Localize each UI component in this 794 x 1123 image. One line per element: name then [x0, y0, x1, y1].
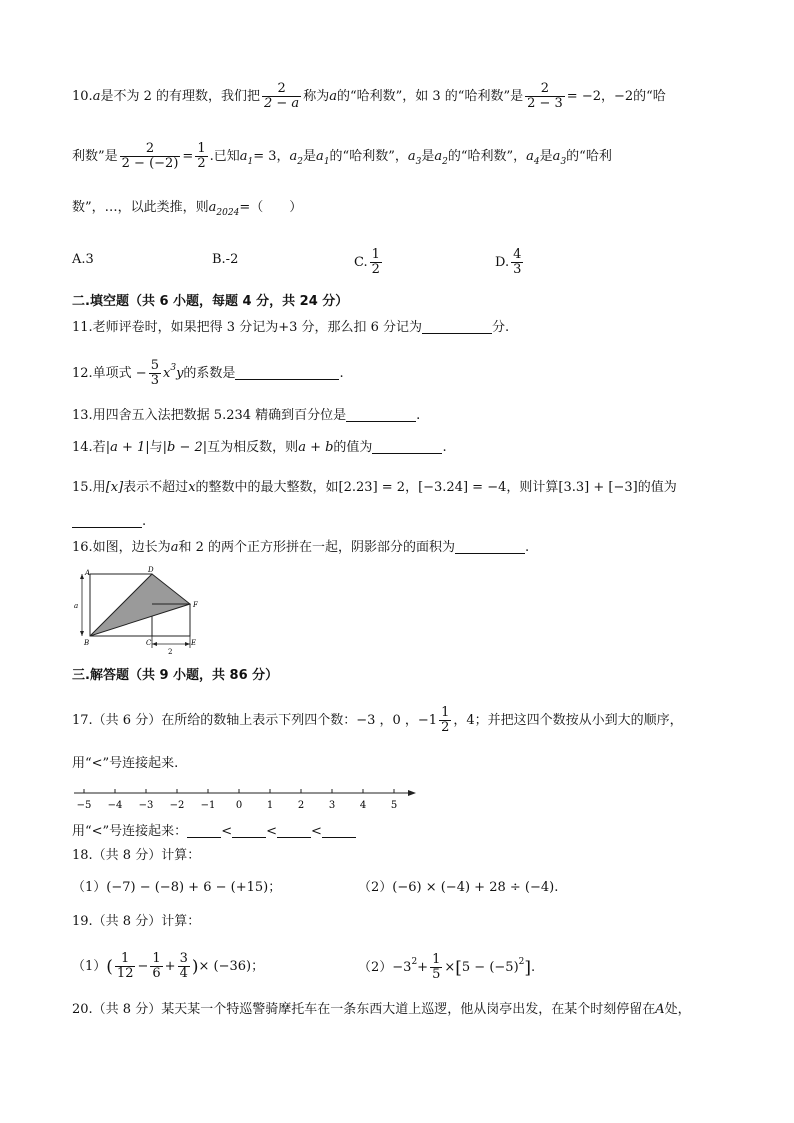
sum-expr: a + b [298, 440, 334, 455]
q16-figure [70, 566, 210, 658]
q10-number: 10. [72, 89, 93, 104]
number-line-tick-label: −1 [200, 800, 216, 811]
fraction [262, 82, 301, 111]
denominator: 2 − (−2) [121, 156, 179, 171]
q20-text: 20.（共 8 分）某天某一个特巡警骑摩托车在一条东西大道上巡逻，他从岗亭出发，在某个时刻停留在 [72, 1002, 656, 1017]
floor-calc: [3.3] + [−3] [558, 480, 638, 495]
q17-line1 [72, 706, 683, 735]
numerator: 3 [179, 951, 188, 966]
q17-blank-2[interactable] [232, 823, 266, 838]
q17-line3 [72, 822, 356, 842]
shaded-triangle [90, 574, 190, 636]
q10-line2 [72, 142, 612, 172]
label-F: F [193, 601, 198, 609]
q11-answer-blank[interactable] [422, 319, 492, 334]
q10-text: .已知 [209, 149, 240, 164]
plus: + [417, 960, 429, 975]
var-a2024: $a_{2024}$ [208, 200, 240, 218]
numerator: 1 [115, 952, 136, 967]
section-3-heading: 三.解答题（共 9 小题，共 86 分） [72, 668, 279, 683]
q10-text: = −2，−2的“哈 [566, 89, 666, 104]
numerator: 2 [525, 82, 565, 97]
q13-text: 13.用四舍五入法把数据 5.234 精确到百分位是 [72, 408, 347, 423]
floor-examples: [2.23] = 2，[−3.24] = −4 [338, 480, 507, 495]
q15-text: . [142, 514, 147, 529]
exponent: 2 [411, 957, 418, 967]
minus: − [137, 959, 149, 974]
q19: 19.（共 8 分）计算： [72, 914, 201, 929]
equals: = [182, 149, 194, 164]
number-line [70, 784, 420, 814]
q15-text: ，则计算 [506, 480, 559, 495]
exponent: 2 [518, 957, 525, 967]
fraction [120, 142, 181, 171]
number-line-tick-label: −3 [138, 800, 154, 811]
point-A: A [655, 1002, 665, 1017]
paren-open: ( [106, 957, 113, 977]
q20 [72, 1000, 691, 1020]
fraction [511, 248, 523, 277]
denominator: 2 [441, 720, 450, 735]
q18: 18.（共 8 分）计算： [72, 848, 201, 863]
option-c[interactable] [354, 248, 384, 277]
q10-line1 [72, 82, 666, 111]
denominator: 4 [179, 966, 188, 981]
numerator: 5 [150, 358, 159, 373]
q10-text: 的“哈利数”，如 3 的“哈利数”是 [336, 89, 524, 104]
q10-text: 的“哈利数”， [447, 149, 527, 164]
var-a1: $a_1$ [316, 149, 330, 167]
q19-sub2 [358, 952, 535, 982]
numerator: 2 [262, 82, 301, 97]
number-line-tick-label: 4 [359, 800, 367, 811]
var-a1: $a_1$ [239, 149, 254, 167]
number-line-tick-label: 0 [235, 800, 243, 811]
fraction [115, 952, 136, 981]
fraction [430, 953, 442, 982]
q10-text: 的“哈利数”， [329, 149, 408, 164]
q10-text: =（ ） [239, 200, 303, 215]
option-d[interactable] [495, 248, 525, 277]
q16 [72, 538, 529, 558]
numerator: 1 [441, 705, 450, 720]
q12-text: 的系数是 [183, 366, 236, 381]
q10-text: 利数”是 [72, 149, 118, 164]
var-a: a [329, 89, 337, 104]
option-c-label: C. [354, 255, 368, 270]
bracket-expr: 5 − (−5) [461, 960, 519, 975]
q17-text: 用“<”号连接起来： [72, 824, 188, 839]
q19-text: （2）−3 [358, 960, 412, 975]
fraction [178, 952, 190, 981]
arrow-left [152, 642, 157, 646]
var-a: a [170, 540, 179, 555]
q15-line2 [72, 512, 146, 532]
q14-text: 的值为 [333, 440, 373, 455]
var-x: x [188, 480, 196, 495]
number-line-tick-label: −2 [169, 800, 185, 811]
q14-text: 14.若 [72, 440, 106, 455]
option-b[interactable] [212, 250, 238, 270]
q15-text: 15.用 [72, 480, 106, 495]
option-a-label: A.3 [72, 252, 94, 267]
monomial-vars: $x^3y$ [162, 363, 184, 381]
fraction [150, 952, 162, 981]
q13-answer-blank[interactable] [346, 407, 416, 422]
var-a3: $a_3$ [407, 149, 422, 167]
q10-line3 [72, 198, 302, 223]
label-a: a [74, 602, 79, 610]
label-A: A [85, 569, 91, 577]
label-C: C [146, 639, 152, 647]
number-line-arrow [408, 790, 416, 796]
q17-text: 17.（共 6 分）在所给的数轴上表示下列四个数：−3 ，0 ，−1 [72, 713, 438, 728]
q12 [72, 358, 344, 388]
label-D: D [148, 566, 154, 574]
section-2-heading: 二.填空题（共 6 小题，每题 4 分，共 24 分） [72, 294, 349, 309]
bracket-open: [ [455, 958, 462, 978]
denominator: 2 − a [264, 96, 300, 111]
q12-text: . [339, 366, 344, 381]
q11 [72, 318, 509, 338]
fraction [149, 359, 161, 388]
q12-answer-blank[interactable] [235, 365, 339, 380]
q16-text: 和 2 的两个正方形拼在一起，阴影部分的面积为 [178, 540, 455, 555]
q10-text: 是 [539, 149, 553, 164]
q17-blank-3[interactable] [277, 823, 311, 838]
q17-blank-4[interactable] [322, 823, 356, 838]
q10-text: = 3， [253, 149, 290, 164]
q10-text: 称为 [303, 89, 330, 104]
q16-text: . [525, 540, 530, 555]
label-E: E [191, 639, 197, 647]
q10-text: 是 [303, 149, 317, 164]
q11-text: 分. [492, 320, 510, 335]
q15 [72, 478, 677, 498]
less-than: < [311, 824, 322, 839]
abs-expr: |a + 1| [105, 440, 150, 455]
q10-text: 是 [421, 149, 435, 164]
denominator: 2 [371, 262, 380, 277]
numerator: 1 [197, 141, 206, 156]
var-a: a [92, 89, 101, 104]
q14-text: 互为相反数，则 [207, 440, 299, 455]
fraction [439, 706, 451, 735]
q10-text: 数”，…，以此类推，则 [72, 200, 209, 215]
q14-text: . [442, 440, 447, 455]
denominator: 3 [150, 373, 159, 388]
var-a4: $a_4$ [526, 149, 540, 167]
plus: + [164, 959, 176, 974]
abs-expr: |b − 2| [162, 440, 208, 455]
option-d-label: D. [495, 255, 510, 270]
var-a2: $a_2$ [434, 149, 448, 167]
numerator: 1 [432, 952, 441, 967]
q14 [72, 438, 447, 458]
q10-text: 的“哈利 [566, 149, 612, 164]
q10-text: 是不为 2 的有理数，我们把 [100, 89, 260, 104]
number-line-tick-label: 5 [390, 800, 398, 811]
denominator: 5 [432, 967, 441, 982]
numerator: 2 [120, 142, 181, 157]
arrow-right [185, 642, 190, 646]
number-line-tick-label: −4 [107, 800, 123, 811]
numerator: 1 [371, 247, 380, 262]
option-b-label: B.-2 [212, 252, 239, 267]
numerator: 1 [152, 951, 161, 966]
q19-text: （1） [72, 959, 107, 974]
number-line-tick-label: 2 [297, 800, 305, 811]
q11-text: 11.老师评卷时，如果把得 3 分记为+3 分，那么扣 6 分记为 [72, 320, 423, 335]
less-than: < [266, 824, 277, 839]
number-line-tick-label: 3 [328, 800, 336, 811]
var-a2: $a_2$ [289, 149, 304, 167]
q13-text: . [416, 408, 421, 423]
var-a3: $a_3$ [552, 149, 567, 167]
q12-text: 12.单项式 − [72, 366, 147, 381]
q15-text: 的整数中的最大整数，如 [195, 480, 339, 495]
label-2: 2 [168, 648, 173, 656]
q17-blank-1[interactable] [187, 823, 221, 838]
label-B: B [84, 639, 90, 647]
less-than: < [221, 824, 233, 839]
option-a[interactable] [72, 250, 94, 270]
denominator: 3 [513, 262, 522, 277]
denominator: 2 [197, 156, 206, 171]
times: × [444, 960, 456, 975]
q17-text: ，4；并把这四个数按从小到大的顺序， [453, 713, 683, 728]
q20-text: 处， [664, 1002, 691, 1017]
number-line-tick-label: −5 [76, 800, 92, 811]
q16-text: 16.如图，边长为 [72, 540, 171, 555]
numerator: 4 [513, 247, 522, 262]
floor-expr: [x] [105, 480, 124, 495]
q19-sub1 [72, 952, 264, 981]
q19-text: × (−36)； [198, 959, 265, 974]
q17-line2: 用“<”号连接起来. [72, 756, 179, 771]
fraction [370, 248, 382, 277]
bracket-close: ] [524, 958, 532, 978]
q18-sub1: （1）(−7) − (−8) + 6 − (+15)； [72, 880, 282, 895]
q13 [72, 406, 420, 426]
fraction [525, 82, 565, 111]
arrow-top [80, 574, 84, 579]
q15-answer-blank[interactable] [72, 513, 142, 528]
q15-text: 的值为 [637, 480, 677, 495]
arrow-bottom [80, 631, 84, 636]
paren-close: ) [191, 957, 199, 977]
denominator: 6 [152, 966, 161, 981]
q15-text: 表示不超过 [123, 480, 189, 495]
denominator: 12 [116, 966, 134, 981]
q19-text: . [531, 960, 536, 975]
q16-answer-blank[interactable] [455, 539, 525, 554]
q14-text: 与 [149, 440, 163, 455]
q18-sub2: （2）(−6) × (−4) + 28 ÷ (−4). [358, 880, 559, 895]
number-line-tick-label: 1 [266, 800, 274, 811]
q14-answer-blank[interactable] [372, 439, 442, 454]
fraction [195, 142, 207, 171]
denominator: 2 − 3 [527, 96, 563, 111]
